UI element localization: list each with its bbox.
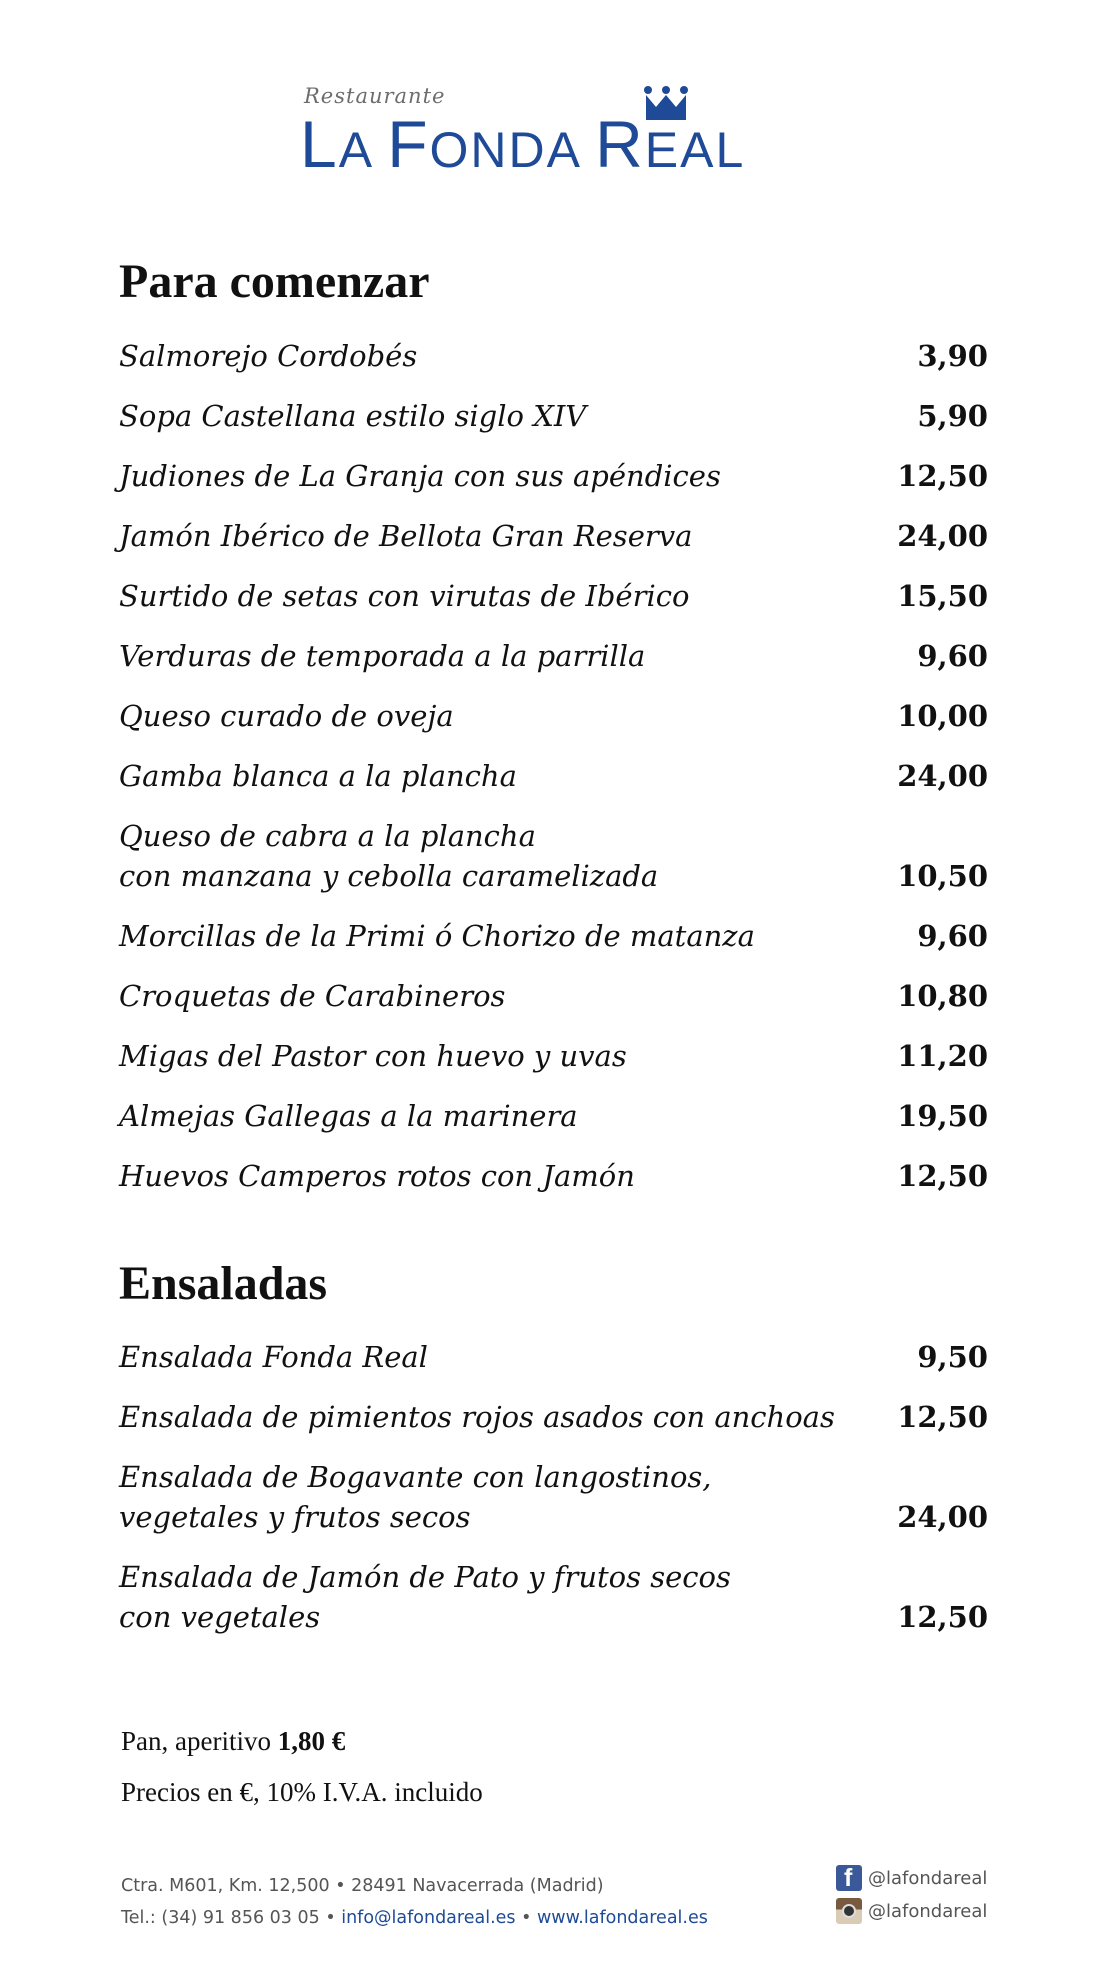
menu-item-name: Huevos Camperos rotos con Jamón <box>119 1159 635 1193</box>
menu-item <box>119 916 988 956</box>
menu-item-name: Sopa Castellana estilo siglo XIV <box>119 399 587 433</box>
menu-item <box>119 1337 988 1377</box>
menu-item <box>119 336 988 376</box>
bread-note: Pan, aperitivo 1,80 € <box>121 1726 346 1756</box>
menu-item-price: 3,90 <box>917 339 988 373</box>
footer-contact-line: Tel.: (34) 91 856 03 05 • info@lafondareal.es • www.lafondareal.es <box>121 1908 708 1928</box>
menu-item-price: 24,00 <box>897 1500 988 1534</box>
menu-item <box>119 1096 988 1136</box>
menu-item <box>119 396 988 436</box>
menu-item <box>119 576 988 616</box>
menu-item-price: 5,90 <box>917 399 988 433</box>
menu-item <box>119 1156 988 1196</box>
facebook-icon: f <box>836 1865 862 1891</box>
footer-address: Ctra. M601, Km. 12,500 • 28491 Navacerrada (Madrid) <box>121 1876 604 1896</box>
menu-item-price: 12,50 <box>897 1159 988 1193</box>
footer-contact <box>121 1870 708 1934</box>
menu-item-name: Verduras de temporada a la parrilla <box>119 639 646 673</box>
menu-item-name: Queso curado de oveja <box>119 699 454 733</box>
bread-price: 1,80 € <box>277 1726 346 1756</box>
menu-item-name: Queso de cabra a la plancha con manzana y cebolla caramelizada <box>119 819 659 893</box>
menu-item-price: 9,60 <box>917 919 988 953</box>
menu-item <box>119 816 988 896</box>
menu-item-name: Ensalada de Jamón de Pato y frutos secos con vegetales <box>119 1560 731 1634</box>
menu-item-name: Morcillas de la Primi ó Chorizo de matanza <box>119 919 755 953</box>
menu-item-name: Almejas Gallegas a la marinera <box>119 1099 578 1133</box>
email-link[interactable]: info@lafondareal.es <box>341 1908 516 1928</box>
website-link[interactable]: www.lafondareal.es <box>536 1908 708 1928</box>
menu-item-price: 12,50 <box>897 1600 988 1634</box>
menu-item-name: Ensalada de pimientos rojos asados con anchoas <box>119 1400 835 1434</box>
menu-item-price: 15,50 <box>897 579 988 613</box>
menu-item-price: 24,00 <box>897 759 988 793</box>
footer-phone: Tel.: (34) 91 856 03 05 <box>121 1908 320 1928</box>
menu-item-name: Jamón Ibérico de Bellota Gran Reserva <box>119 519 693 553</box>
menu-item <box>119 696 988 736</box>
menu-item-name: Migas del Pastor con huevo y uvas <box>119 1039 627 1073</box>
facebook-link[interactable]: f @lafondareal <box>836 1865 987 1891</box>
menu-item-price: 24,00 <box>897 519 988 553</box>
menu-item-price: 9,50 <box>917 1340 988 1374</box>
vat-note: Precios en €, 10% I.V.A. incluido <box>121 1777 483 1807</box>
menu-item-price: 11,20 <box>897 1039 988 1073</box>
menu-item-price: 12,50 <box>897 459 988 493</box>
menu-item-price: 9,60 <box>917 639 988 673</box>
menu-item <box>119 1036 988 1076</box>
logo-subtitle: Restaurante <box>304 84 446 108</box>
menu-item-name: Gamba blanca a la plancha <box>119 759 517 793</box>
menu-item <box>119 456 988 496</box>
menu-item-price: 19,50 <box>897 1099 988 1133</box>
instagram-link[interactable]: @lafondareal <box>836 1898 987 1924</box>
menu-item-name: Salmorejo Cordobés <box>119 339 418 373</box>
section-title-ensaladas: Ensaladas <box>119 1257 328 1310</box>
menu-item <box>119 1457 988 1537</box>
menu-item <box>119 756 988 796</box>
menu-item-price: 10,00 <box>897 699 988 733</box>
menu-item-name: Judiones de La Granja con sus apéndices <box>119 459 721 493</box>
restaurant-logo <box>300 82 820 182</box>
menu-item-price: 10,80 <box>897 979 988 1013</box>
menu-item <box>119 1397 988 1437</box>
menu-item-name: Surtido de setas con virutas de Ibérico <box>119 579 690 613</box>
menu-item <box>119 976 988 1016</box>
menu-item-name: Croquetas de Carabineros <box>119 979 506 1013</box>
menu-item-name: Ensalada de Bogavante con langostinos, vegetales y frutos secos <box>119 1460 712 1534</box>
section-title-para-comenzar: Para comenzar <box>119 255 430 308</box>
instagram-icon <box>836 1898 862 1924</box>
menu-item <box>119 636 988 676</box>
menu-item <box>119 516 988 556</box>
menu-item-price: 12,50 <box>897 1400 988 1434</box>
logo-name: LA FONDA REAL <box>300 107 746 181</box>
menu-item-name: Ensalada Fonda Real <box>119 1340 428 1374</box>
menu-item-price: 10,50 <box>897 859 988 893</box>
menu-item <box>119 1557 988 1637</box>
